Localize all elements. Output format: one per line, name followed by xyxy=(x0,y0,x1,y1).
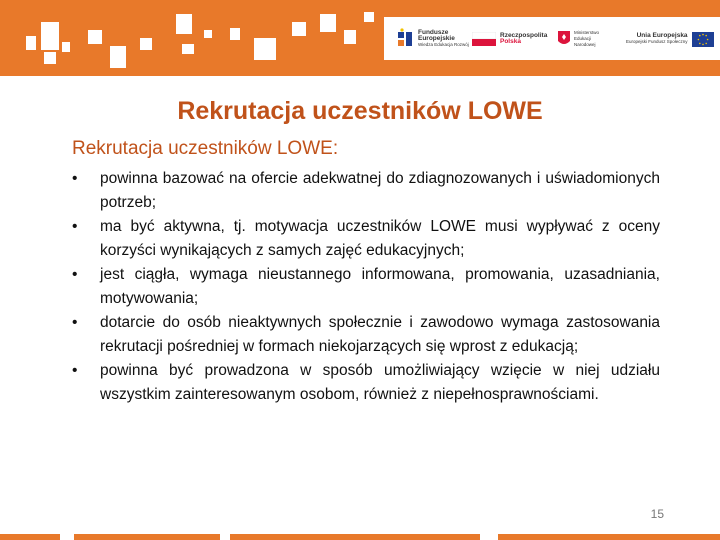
eagle-emblem-icon xyxy=(558,31,570,47)
bullet-item xyxy=(72,311,660,359)
decor-square xyxy=(182,44,194,54)
bullet-text: powinna być prowadzona w sposób umożliwiający wzięcie w niej udziału wszystkim zainteresowanym osobom, również z niepełnosprawnościami. xyxy=(100,362,660,403)
mz-logo-line2: Edukacji xyxy=(574,36,592,41)
decor-square xyxy=(176,14,192,34)
bullet-text: ma być aktywna, tj. motywacja uczestników LOWE musi wypływać z oceny korzyści wynikających z samych zajęć edukacyjnych; xyxy=(100,218,660,259)
bullet-marker: • xyxy=(72,170,78,187)
page-number: 15 xyxy=(650,507,664,521)
decor-square xyxy=(220,534,230,540)
header-band xyxy=(0,0,720,76)
eu-flag-icon xyxy=(692,32,714,47)
decor-square xyxy=(480,534,498,540)
decor-square xyxy=(60,534,74,540)
decor-square xyxy=(344,30,356,44)
logo-fe xyxy=(398,23,469,55)
bullet-marker: • xyxy=(72,266,78,283)
decor-square xyxy=(88,30,102,44)
rp-logo-line1: Rzeczpospolita xyxy=(500,32,548,39)
mz-logo-line1: Ministerstwo xyxy=(574,30,600,35)
logo-eu xyxy=(626,23,714,55)
bullet-item xyxy=(72,359,660,407)
bullet-marker: • xyxy=(72,314,78,331)
slide-subtitle: Rekrutacja uczestników LOWE: xyxy=(72,138,339,159)
fe-logo-icon xyxy=(398,28,414,50)
footer-band xyxy=(0,534,720,540)
bullet-text: dotarcie do osób nieaktywnych społecznie i zawodowo wymaga zastosowania rekrutacji pośredniej w formach niekojarzących się wprost z edukacją; xyxy=(100,314,660,355)
eu-logo-line1: Unia Europejska xyxy=(636,32,688,39)
decor-square xyxy=(26,36,36,50)
decor-square xyxy=(110,46,126,68)
mz-logo-line3: Narodowej xyxy=(574,42,596,47)
decor-square xyxy=(364,12,374,22)
decor-square xyxy=(41,22,59,50)
logo-strip xyxy=(384,17,720,60)
bullet-text: jest ciągła, wymaga nieustannego informowana, promowania, uzasadniania, motywowania; xyxy=(100,266,660,307)
bullet-list xyxy=(72,167,660,407)
decor-square xyxy=(254,38,276,60)
decor-square xyxy=(44,52,56,64)
decor-square xyxy=(320,14,336,32)
logo-rp xyxy=(472,23,547,55)
decor-square xyxy=(204,30,212,38)
decor-square xyxy=(62,42,70,52)
decor-square xyxy=(292,22,306,36)
bullet-marker: • xyxy=(72,218,78,235)
bullet-item xyxy=(72,215,660,263)
bullet-marker: • xyxy=(72,362,78,379)
bullet-item xyxy=(72,167,660,215)
logo-ministry xyxy=(558,23,599,55)
slide-title: Rekrutacja uczestników LOWE xyxy=(177,97,543,125)
rp-logo-line2: Polska xyxy=(500,38,521,45)
eu-logo-line2: Europejski Fundusz Społeczny xyxy=(626,39,688,44)
fe-logo-line1: Fundusze xyxy=(418,29,449,36)
polish-flag-icon xyxy=(472,32,496,46)
decor-square xyxy=(140,38,152,50)
decor-square xyxy=(230,28,240,40)
bullet-item xyxy=(72,263,660,311)
fe-logo-line3: Wiedza Edukacja Rozwój xyxy=(418,42,469,47)
bullet-text: powinna bazować na ofercie adekwatnej do zdiagnozowanych i uświadomionych potrzeb; xyxy=(100,170,660,211)
fe-logo-line2: Europejskie xyxy=(418,35,455,42)
